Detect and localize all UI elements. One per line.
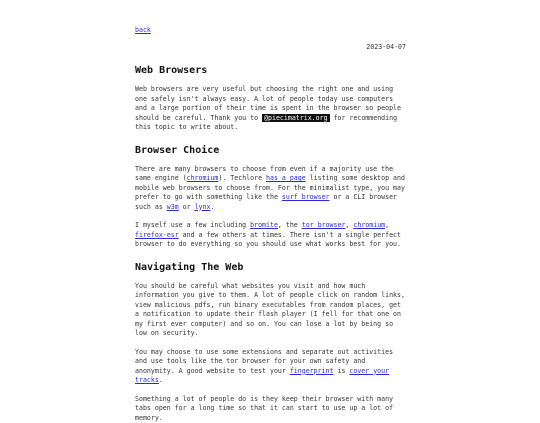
text: , the <box>278 221 302 229</box>
chromium-link[interactable]: chromium <box>187 174 219 182</box>
chromium-link-2[interactable]: chromium <box>353 221 385 229</box>
text: . <box>159 376 163 384</box>
post-date: 2023-04-07 <box>135 43 406 53</box>
has-a-page-link[interactable]: has a page <box>266 174 306 182</box>
bromite-link[interactable]: bromite <box>250 221 278 229</box>
text: You may choose to use some extensions and separate out activities and use tools like the tor browser for your own safety and anonymity. A good website to test your <box>135 348 393 375</box>
firefox-esr-link[interactable]: firefox-esr <box>135 231 179 239</box>
fingerprint-link[interactable]: fingerprint <box>290 367 334 375</box>
intro-text-2: for recommending this topic to write about. <box>135 114 397 132</box>
navigating-paragraph-3: Something a lot of people do is they keep their browser with many tabs open for a long time so that it can start to use up a lot of memory. <box>135 395 406 423</box>
browser-choice-paragraph-2 <box>135 221 406 250</box>
text: or <box>179 203 195 211</box>
w3m-link[interactable]: w3m <box>167 203 179 211</box>
section-heading-browser-choice: Browser Choice <box>135 145 406 157</box>
back-link[interactable]: back <box>135 26 406 36</box>
navigating-paragraph-1: You should be careful what websites you visit and how much information you give to them. A lot of people click on random links, view malicious pdfs, run binary executables from random places, get a notification to update their flash player (I fell for that one on my first ever computer) and so on. You can lose a lot by being so low on security. <box>135 282 406 339</box>
cover-your-tracks-link[interactable]: cover your tracks <box>135 367 389 385</box>
text: I myself use a few including <box>135 221 250 229</box>
text: , <box>345 221 353 229</box>
text: There are many browsers to choose from even if a majority use the same engine ( <box>135 165 393 183</box>
text: listing some desktop and mobile web browsers to choose from. For the minimalist type, you may prefer to go with something like the <box>135 174 405 201</box>
text: ). Techlore <box>218 174 266 182</box>
text: or a CLI browser such as <box>135 193 397 211</box>
page-title: Web Browsers <box>135 65 406 77</box>
browser-choice-paragraph-1 <box>135 165 406 213</box>
navigating-paragraph-2 <box>135 348 406 386</box>
intro-paragraph <box>135 85 406 133</box>
lynx-link[interactable]: lynx <box>195 203 211 211</box>
text: is <box>334 367 350 375</box>
surf-browser-link[interactable]: surf browser <box>282 193 330 201</box>
page <box>135 0 406 423</box>
intro-text-1: Web browsers are very useful but choosing the right one and using one safely isn't always easy. A lot of people today use computers and a large portion of their time is spent in the browser so people should be careful. Thank you to <box>135 85 401 122</box>
text: , <box>385 221 389 229</box>
tor-browser-link[interactable]: tor browser <box>302 221 346 229</box>
handle-badge: @piecimatrix.org <box>262 114 330 122</box>
text: . <box>210 203 214 211</box>
text: and a few others at times. There isn't a single perfect browser to do everything so you should use what works best for you. <box>135 231 401 249</box>
section-heading-navigating: Navigating The Web <box>135 262 406 274</box>
